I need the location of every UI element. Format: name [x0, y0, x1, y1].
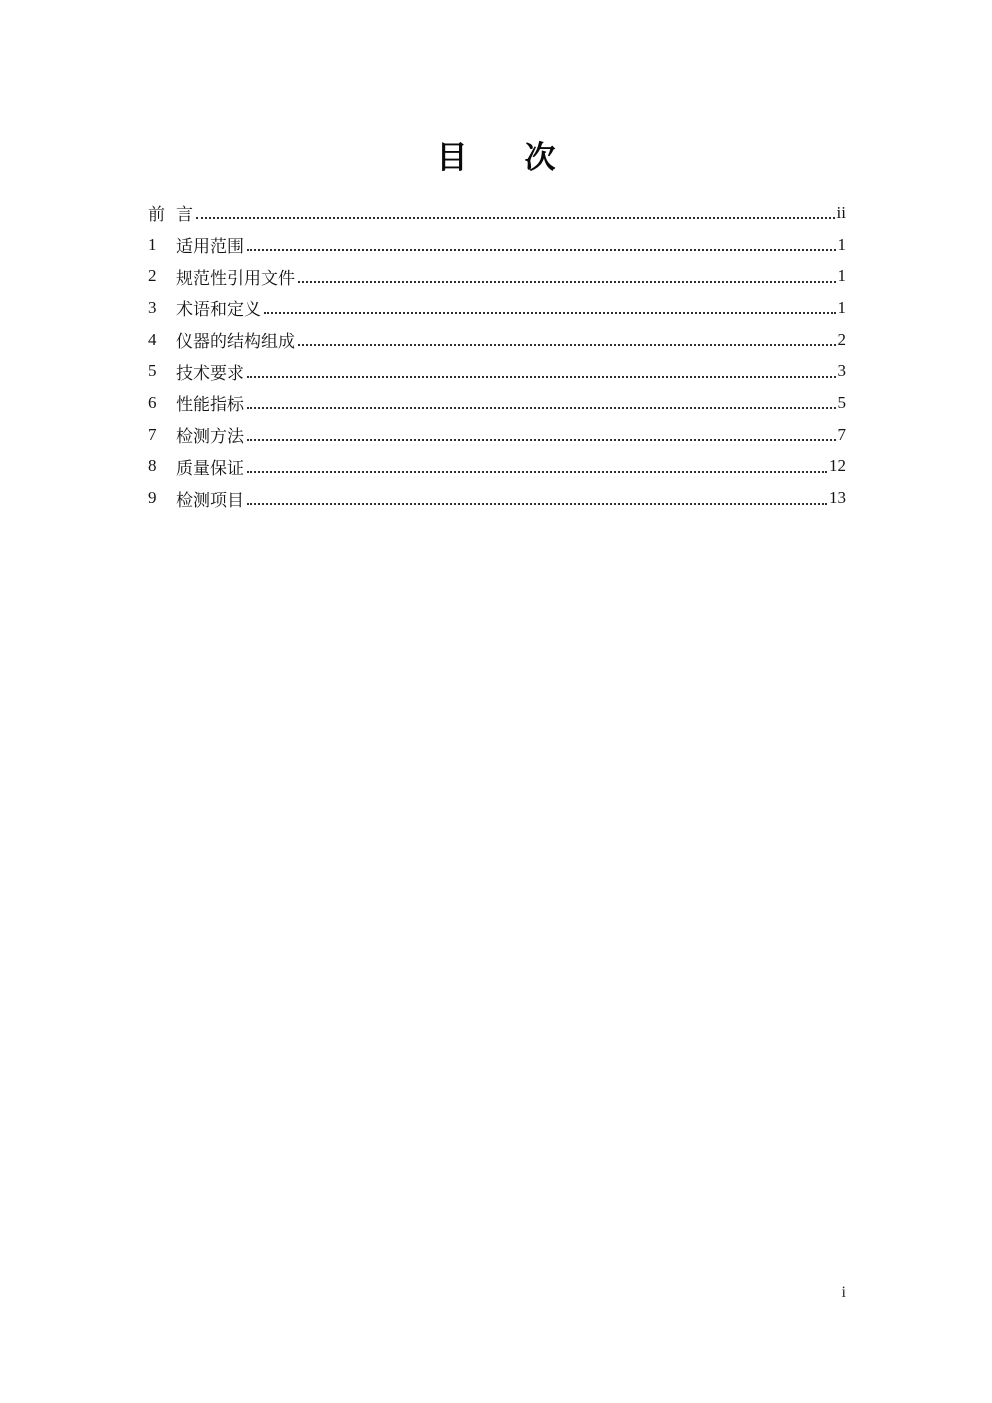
toc-entry-label: 检测方法: [176, 427, 244, 447]
toc-dot-leader: [247, 460, 827, 473]
toc-entry-number: 前: [148, 205, 165, 225]
toc-entry-page: ii: [836, 202, 846, 222]
toc-entry-number: 9: [148, 488, 157, 508]
toc-entry-number: 8: [148, 456, 157, 476]
toc-entry-number: 6: [148, 392, 157, 412]
toc-entry-number: 1: [148, 234, 157, 254]
toc-entry-label: 性能指标: [176, 395, 244, 415]
toc-entry[interactable]: [148, 260, 846, 292]
toc-entry[interactable]: [148, 451, 846, 483]
toc-dot-leader: [264, 301, 836, 314]
toc-entry-page: 2: [837, 329, 846, 349]
footer-page-number: i: [841, 1284, 846, 1301]
toc-entry-number: 2: [148, 266, 157, 286]
toc-entry[interactable]: [148, 229, 846, 261]
toc-entry-page: 1: [837, 297, 846, 317]
toc-entry-label: 技术要求: [176, 363, 244, 383]
toc-dot-leader: [298, 333, 836, 346]
page-title: 目 次: [436, 140, 569, 175]
toc-entry-label: 规范性引用文件: [176, 268, 295, 288]
toc-dot-leader: [298, 270, 836, 283]
toc-entry-page: 3: [837, 361, 846, 381]
toc-dot-leader: [247, 238, 836, 251]
toc-entry[interactable]: [148, 482, 846, 514]
toc-entry-page: 1: [837, 234, 846, 254]
toc-entry-page: 12: [829, 456, 846, 476]
toc-dot-leader: [247, 492, 827, 505]
toc-entry-page: 1: [837, 266, 846, 286]
toc-entry-number: 7: [148, 424, 157, 444]
table-of-contents: [148, 197, 846, 514]
toc-entry[interactable]: [148, 197, 846, 229]
toc-dot-leader: [196, 206, 835, 219]
toc-dot-leader: [247, 428, 836, 441]
toc-entry-label: 质量保证: [176, 458, 244, 478]
toc-entry-page: 13: [829, 488, 846, 508]
toc-entry-number: 5: [148, 361, 157, 381]
toc-entry-page: 5: [837, 392, 846, 412]
toc-entry-label: 术语和定义: [176, 300, 261, 320]
toc-dot-leader: [247, 365, 836, 378]
toc-dot-leader: [247, 396, 836, 409]
toc-entry-number: 4: [148, 329, 157, 349]
toc-entry-number: 3: [148, 297, 157, 317]
toc-entry-label: 仪器的结构组成: [176, 332, 295, 352]
toc-entry-label: 检测项目: [176, 490, 244, 510]
toc-entry[interactable]: [148, 419, 846, 451]
toc-entry[interactable]: [148, 355, 846, 387]
toc-entry[interactable]: [148, 324, 846, 356]
toc-entry[interactable]: [148, 292, 846, 324]
toc-entry[interactable]: [148, 387, 846, 419]
toc-entry-label: 适用范围: [176, 237, 244, 257]
toc-entry-page: 7: [837, 424, 846, 444]
toc-entry-label: 言: [176, 205, 193, 225]
